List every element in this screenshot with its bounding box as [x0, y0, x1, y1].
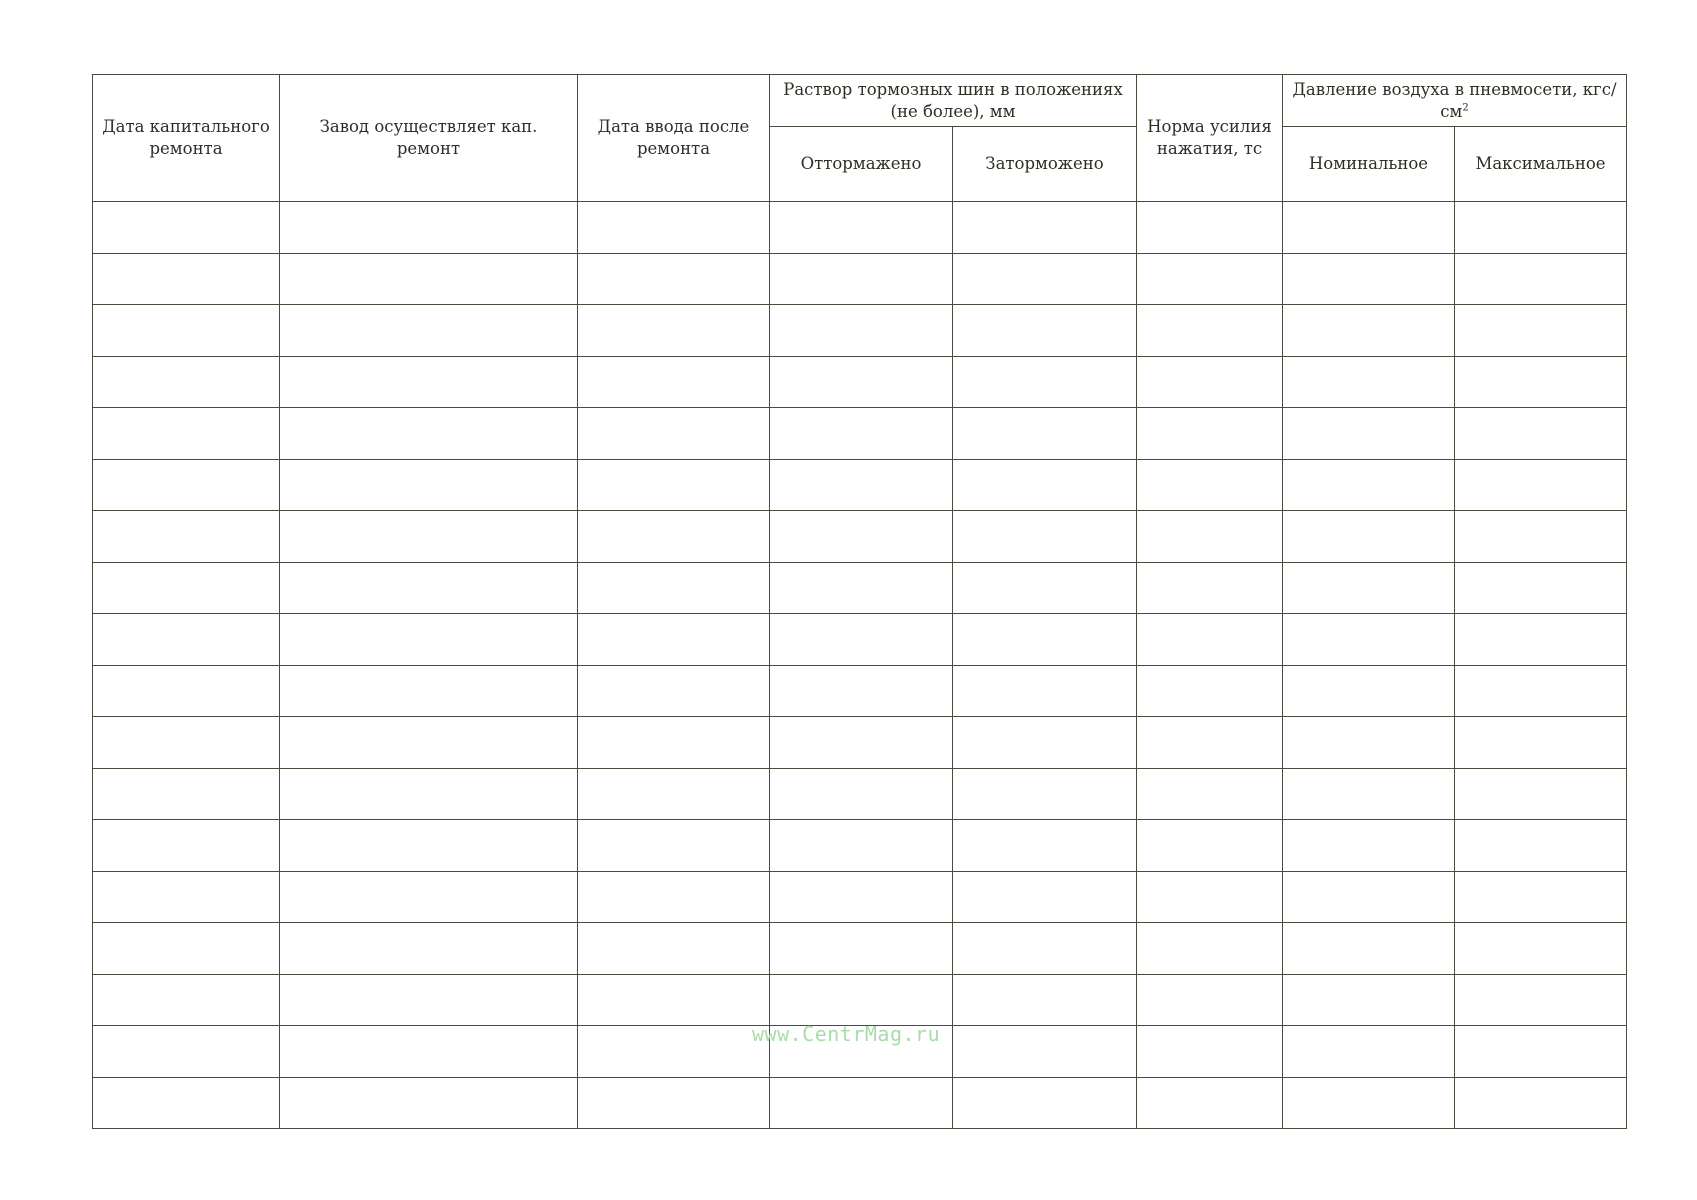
table-cell[interactable]: [1455, 1077, 1627, 1129]
table-cell[interactable]: [1283, 820, 1455, 872]
table-row: [93, 717, 1627, 769]
table-cell[interactable]: [770, 871, 953, 923]
table-row: [93, 253, 1627, 305]
table-cell[interactable]: [280, 665, 578, 717]
table-cell[interactable]: [1455, 202, 1627, 254]
table-row: [93, 665, 1627, 717]
table-cell[interactable]: [770, 562, 953, 614]
table-cell[interactable]: [280, 253, 578, 305]
table-cell[interactable]: [1455, 820, 1627, 872]
table-cell[interactable]: [280, 408, 578, 460]
table-row: [93, 974, 1627, 1026]
table-cell[interactable]: [770, 1077, 953, 1129]
table-cell[interactable]: [1137, 1026, 1283, 1078]
table-cell[interactable]: [93, 614, 280, 666]
table-cell[interactable]: [770, 820, 953, 872]
repair-log-table: [92, 74, 1627, 1129]
table-cell[interactable]: [953, 562, 1137, 614]
table-cell[interactable]: [1137, 459, 1283, 511]
table-cell[interactable]: [770, 614, 953, 666]
table-row: [93, 820, 1627, 872]
table-cell[interactable]: [1455, 356, 1627, 408]
table-cell[interactable]: [953, 511, 1137, 563]
table-cell[interactable]: [93, 305, 280, 357]
table-cell[interactable]: [578, 974, 770, 1026]
table-cell[interactable]: [280, 871, 578, 923]
table-cell[interactable]: [93, 974, 280, 1026]
header-commissioning-date: Дата ввода после ремонта: [578, 75, 770, 202]
table-cell[interactable]: [93, 1077, 280, 1129]
table-cell[interactable]: [1455, 974, 1627, 1026]
table-cell[interactable]: [578, 253, 770, 305]
table-cell[interactable]: [1283, 974, 1455, 1026]
table-cell[interactable]: [1455, 253, 1627, 305]
table-cell[interactable]: [280, 614, 578, 666]
table-cell[interactable]: [953, 202, 1137, 254]
table-cell[interactable]: [578, 768, 770, 820]
table-cell[interactable]: [1137, 202, 1283, 254]
table-cell[interactable]: [280, 923, 578, 975]
table-cell[interactable]: [1283, 768, 1455, 820]
table-cell[interactable]: [1455, 665, 1627, 717]
table-cell[interactable]: [1137, 562, 1283, 614]
table-body: [93, 202, 1627, 1129]
table-cell[interactable]: [1455, 511, 1627, 563]
table-cell[interactable]: [770, 459, 953, 511]
table-cell[interactable]: [1283, 202, 1455, 254]
air-pressure-unit-superscript: 2: [1462, 102, 1469, 113]
table-cell[interactable]: [1137, 614, 1283, 666]
header-air-pressure-group: [1283, 75, 1627, 127]
table-cell[interactable]: [578, 923, 770, 975]
table-cell[interactable]: [953, 871, 1137, 923]
table-cell[interactable]: [578, 1026, 770, 1078]
table-cell[interactable]: [93, 202, 280, 254]
table-cell[interactable]: [1137, 1077, 1283, 1129]
table-cell[interactable]: [280, 562, 578, 614]
table-cell[interactable]: [1455, 717, 1627, 769]
table-cell[interactable]: [953, 253, 1137, 305]
table-cell[interactable]: [1137, 974, 1283, 1026]
table-cell[interactable]: [1455, 562, 1627, 614]
table-cell[interactable]: [93, 665, 280, 717]
table-cell[interactable]: [1283, 356, 1455, 408]
table-cell[interactable]: [770, 923, 953, 975]
table-cell[interactable]: [1455, 923, 1627, 975]
table-cell[interactable]: [1455, 871, 1627, 923]
table-row: [93, 614, 1627, 666]
table-cell[interactable]: [93, 511, 280, 563]
table-cell[interactable]: [93, 768, 280, 820]
watermark: www.CentrMag.ru: [752, 1022, 941, 1046]
table-cell[interactable]: [953, 356, 1137, 408]
table-row: [93, 1077, 1627, 1129]
table-cell[interactable]: [280, 1026, 578, 1078]
table-cell[interactable]: [1283, 253, 1455, 305]
table-cell[interactable]: [1283, 408, 1455, 460]
table-cell[interactable]: [578, 562, 770, 614]
table-cell[interactable]: [280, 974, 578, 1026]
table-cell[interactable]: [578, 511, 770, 563]
table-cell[interactable]: [1137, 717, 1283, 769]
table-row: [93, 511, 1627, 563]
table-cell[interactable]: [1283, 717, 1455, 769]
table-cell[interactable]: [1455, 408, 1627, 460]
table-cell[interactable]: [1283, 511, 1455, 563]
table-row: [93, 356, 1627, 408]
table-row: [93, 408, 1627, 460]
table-cell[interactable]: [1455, 305, 1627, 357]
table-cell[interactable]: [1137, 665, 1283, 717]
header-brake-gap-released: Оттормажено: [770, 127, 953, 202]
table-cell[interactable]: [953, 768, 1137, 820]
table-row: [93, 459, 1627, 511]
table-cell[interactable]: [1283, 614, 1455, 666]
table-cell[interactable]: [770, 717, 953, 769]
table-cell[interactable]: [770, 202, 953, 254]
table-cell[interactable]: [93, 459, 280, 511]
table-cell[interactable]: [953, 305, 1137, 357]
table-cell[interactable]: [280, 305, 578, 357]
table-cell[interactable]: [1283, 1026, 1455, 1078]
table-cell[interactable]: [953, 1026, 1137, 1078]
table-row: [93, 305, 1627, 357]
table-row: [93, 923, 1627, 975]
table-cell[interactable]: [1283, 923, 1455, 975]
table-cell[interactable]: [770, 408, 953, 460]
table-cell[interactable]: [953, 717, 1137, 769]
table-cell[interactable]: [953, 1077, 1137, 1129]
header-air-pressure-max: Максимальное: [1455, 127, 1627, 202]
table-cell[interactable]: [93, 871, 280, 923]
table-cell[interactable]: [280, 768, 578, 820]
table-cell[interactable]: [578, 356, 770, 408]
table-cell[interactable]: [280, 511, 578, 563]
table-cell[interactable]: [770, 665, 953, 717]
table-cell[interactable]: [1137, 356, 1283, 408]
table-cell[interactable]: [280, 820, 578, 872]
table-cell[interactable]: [1283, 1077, 1455, 1129]
table-cell[interactable]: [93, 717, 280, 769]
table-cell[interactable]: [1455, 1026, 1627, 1078]
table-cell[interactable]: [1137, 511, 1283, 563]
table-cell[interactable]: [578, 459, 770, 511]
table-cell[interactable]: [1283, 562, 1455, 614]
table-cell[interactable]: [953, 665, 1137, 717]
table-cell[interactable]: [93, 562, 280, 614]
table-cell[interactable]: [93, 253, 280, 305]
table-cell[interactable]: [1283, 871, 1455, 923]
table-cell[interactable]: [953, 923, 1137, 975]
table-cell[interactable]: [1137, 768, 1283, 820]
table-cell[interactable]: [578, 820, 770, 872]
table-cell[interactable]: [578, 408, 770, 460]
table-cell[interactable]: [953, 820, 1137, 872]
table-row: [93, 562, 1627, 614]
table-cell[interactable]: [280, 717, 578, 769]
table-cell[interactable]: [93, 356, 280, 408]
table-cell[interactable]: [1455, 614, 1627, 666]
table-cell[interactable]: [578, 305, 770, 357]
table-cell[interactable]: [953, 974, 1137, 1026]
table-cell[interactable]: [93, 408, 280, 460]
header-repair-date: Дата капитального ремонта: [93, 75, 280, 202]
table-cell[interactable]: [1137, 871, 1283, 923]
table-cell[interactable]: [578, 871, 770, 923]
table-cell[interactable]: [953, 459, 1137, 511]
header-repair-plant: Завод осуществляет кап. ремонт: [280, 75, 578, 202]
table-cell[interactable]: [93, 820, 280, 872]
table-row: [93, 871, 1627, 923]
header-air-pressure-nominal: Номинальное: [1283, 127, 1455, 202]
table-cell[interactable]: [1283, 459, 1455, 511]
table-cell[interactable]: [1455, 459, 1627, 511]
table-cell[interactable]: [578, 717, 770, 769]
table-cell[interactable]: [578, 614, 770, 666]
table-cell[interactable]: [1137, 820, 1283, 872]
table-cell[interactable]: [280, 356, 578, 408]
table-cell[interactable]: [93, 923, 280, 975]
table-row: [93, 768, 1627, 820]
table-cell[interactable]: [1137, 253, 1283, 305]
table-cell[interactable]: [770, 356, 953, 408]
table-cell[interactable]: [280, 202, 578, 254]
table-cell[interactable]: [1137, 408, 1283, 460]
table-cell[interactable]: [93, 1026, 280, 1078]
table-cell[interactable]: [1455, 768, 1627, 820]
table-cell[interactable]: [770, 253, 953, 305]
table-row: [93, 202, 1627, 254]
table-cell[interactable]: [1283, 305, 1455, 357]
table-cell[interactable]: [1137, 923, 1283, 975]
table-cell[interactable]: [770, 511, 953, 563]
table-cell[interactable]: [1137, 305, 1283, 357]
table-cell[interactable]: [953, 408, 1137, 460]
table-cell[interactable]: [770, 305, 953, 357]
table-cell[interactable]: [953, 614, 1137, 666]
table-cell[interactable]: [578, 665, 770, 717]
table-cell[interactable]: [578, 1077, 770, 1129]
table-cell[interactable]: [770, 974, 953, 1026]
header-brake-gap-group: Раствор тормозных шин в положениях (не более), мм: [770, 75, 1137, 127]
table-cell[interactable]: [280, 459, 578, 511]
header-pressing-force: Норма усилия нажатия, тс: [1137, 75, 1283, 202]
header-brake-gap-applied: Заторможено: [953, 127, 1137, 202]
table-cell[interactable]: [280, 1077, 578, 1129]
table-cell[interactable]: [1283, 665, 1455, 717]
table-cell[interactable]: [770, 768, 953, 820]
table-cell[interactable]: [578, 202, 770, 254]
air-pressure-label: Давление воздуха в пневмосети, кгс/см: [1292, 79, 1617, 121]
